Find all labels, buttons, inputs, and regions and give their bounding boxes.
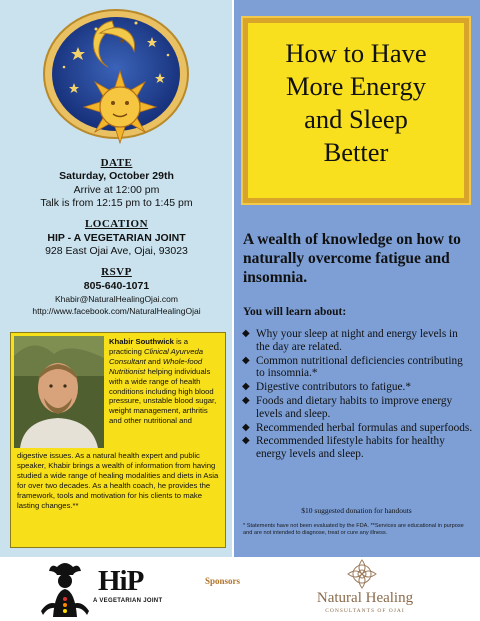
venue-address: 928 East Ojai Ave, Ojai, 93023 <box>45 245 188 257</box>
bio-text-bottom: digestive issues. As a natural health expert and public speaker, Khabir brings a wealth of information from having studied a wide range of healing modalities and diets in Asia for over two decades. As a health coach, he provides the framework, tools and motivation for his clients to make lasting changes.** <box>17 451 219 510</box>
moon-sun-emblem <box>34 3 198 145</box>
diamond-bullet-icon: ◆ <box>242 354 250 366</box>
page-title: How to Have More Energy and Sleep Better <box>285 38 427 167</box>
location-label: LOCATION <box>84 218 149 230</box>
rsvp-email[interactable]: Khabir@NaturalHealingOjai.com <box>55 294 178 304</box>
diamond-bullet-icon: ◆ <box>242 435 250 447</box>
hip-logo-text: HiP <box>98 565 144 597</box>
tagline: A wealth of knowledge on how to naturally overcome fatigue and insomnia. <box>243 231 461 286</box>
sponsors-label: Sponsors <box>205 576 241 586</box>
list-item: ◆ Foods and dietary habits to improve energy levels and sleep. <box>242 394 453 420</box>
list-item: ◆ Common nutritional deficiencies contributing to insomnia.* <box>242 354 463 380</box>
learn-header: You will learn about: <box>243 306 347 318</box>
rsvp-label: RSVP <box>101 266 132 278</box>
hip-logo-subtitle: A VEGETARIAN JOINT <box>93 598 163 604</box>
natural-healing-name: Natural Healing <box>316 590 414 606</box>
date-label: DATE <box>100 157 133 169</box>
list-item: ◆ Why your sleep at night and energy levels in the day are related. <box>242 328 458 353</box>
list-item: ◆ Recommended herbal formulas and superfoods. <box>242 421 473 434</box>
list-item: ◆ Digestive contributors to fatigue.* <box>242 381 411 394</box>
event-date: Saturday, October 29th <box>59 170 174 182</box>
arrive-time: Arrive at 12:00 pm <box>73 184 160 196</box>
venue-name: HIP - A VEGETARIAN JOINT <box>47 232 186 244</box>
column-divider <box>232 0 234 557</box>
diamond-bullet-icon: ◆ <box>242 394 250 406</box>
hip-figure-logo-icon <box>35 561 95 619</box>
diamond-bullet-icon: ◆ <box>242 328 250 339</box>
khabir-photo <box>14 336 104 448</box>
fda-disclaimer: * Statements have not been evaluated by the FDA. **Services are educational in purpose and are not intended to diagnose, treat or cure any illness. <box>243 523 464 536</box>
rsvp-phone: 805-640-1071 <box>83 280 150 292</box>
learn-list <box>241 328 473 462</box>
facebook-link[interactable]: http://www.facebook.com/NaturalHealingOjai <box>32 306 201 316</box>
diamond-bullet-icon: ◆ <box>242 421 250 433</box>
donation-note: $10 suggested donation for handouts <box>301 506 412 515</box>
diamond-bullet-icon: ◆ <box>242 381 250 393</box>
natural-healing-subtitle: CONSULTANTS OF OJAI <box>325 608 405 614</box>
title-box <box>243 18 469 203</box>
talk-time: Talk is from 12:15 pm to 1:45 pm <box>40 197 193 209</box>
bio-text-top: Khabir Southwick is a practicing Clinical Ayurveda Consultant and Whole-food Nutritionist helping individuals with a wide range of health conditions including high blood pressure, unstable blood sugar, weight management, arthritis and other nutritional and <box>109 337 217 426</box>
list-item: ◆ Recommended lifestyle habits for healthy energy levels and sleep. <box>242 435 445 461</box>
natural-healing-mandala-icon <box>332 558 392 590</box>
bio-box <box>10 332 226 548</box>
sponsor-footer <box>0 557 480 621</box>
